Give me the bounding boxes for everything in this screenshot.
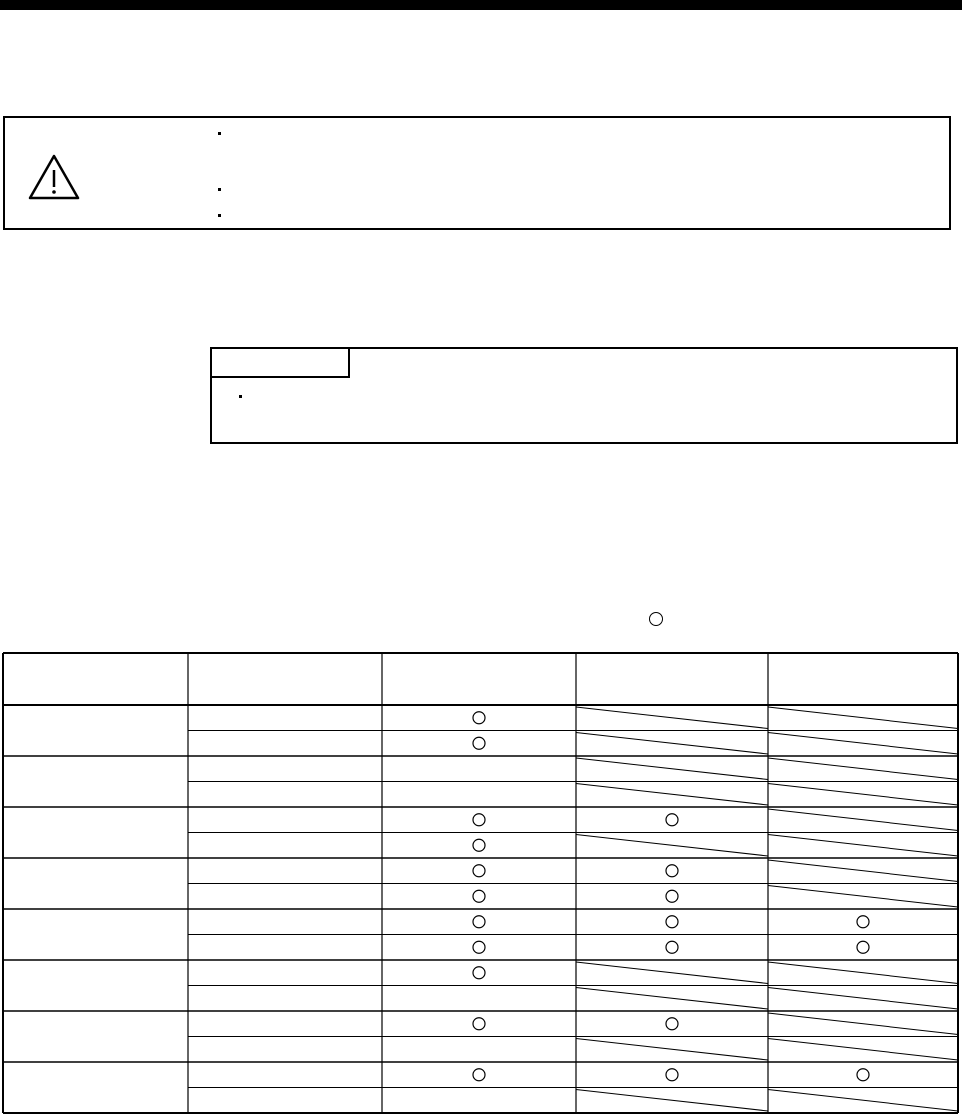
supported-circle-icon bbox=[473, 839, 485, 851]
warning-triangle-icon bbox=[27, 153, 81, 201]
supported-circle-icon bbox=[473, 814, 485, 826]
not-applicable-slash bbox=[576, 707, 768, 729]
caution-bullet bbox=[218, 132, 221, 135]
not-applicable-slash bbox=[768, 707, 958, 729]
supported-circle-icon bbox=[473, 890, 485, 902]
supported-circle-icon bbox=[666, 941, 678, 953]
circle-icon bbox=[649, 612, 663, 626]
not-applicable-slash bbox=[576, 733, 768, 755]
not-applicable-slash bbox=[576, 1090, 768, 1112]
supported-circle-icon bbox=[666, 890, 678, 902]
not-applicable-slash bbox=[576, 758, 768, 780]
supported-circle-icon bbox=[473, 865, 485, 877]
not-applicable-slash bbox=[576, 988, 768, 1010]
supported-circle-icon bbox=[473, 967, 485, 979]
supported-circle-icon bbox=[666, 865, 678, 877]
not-applicable-slash bbox=[768, 809, 958, 831]
not-applicable-slash bbox=[768, 1039, 958, 1061]
not-applicable-slash bbox=[576, 1039, 768, 1061]
point-bullet bbox=[239, 395, 242, 398]
caution-bullet bbox=[218, 214, 221, 217]
supported-circle-icon bbox=[666, 1069, 678, 1081]
not-applicable-slash bbox=[576, 962, 768, 984]
not-applicable-slash bbox=[768, 733, 958, 755]
top-rule bbox=[0, 0, 962, 10]
not-applicable-slash bbox=[768, 1013, 958, 1035]
not-applicable-slash bbox=[576, 835, 768, 857]
not-applicable-slash bbox=[768, 758, 958, 780]
supported-circle-icon bbox=[473, 916, 485, 928]
not-applicable-slash bbox=[768, 886, 958, 908]
supported-circle-icon bbox=[473, 737, 485, 749]
not-applicable-slash bbox=[768, 784, 958, 806]
point-box bbox=[210, 347, 958, 444]
supported-circle-icon bbox=[666, 1018, 678, 1030]
supported-circle-icon bbox=[473, 1069, 485, 1081]
not-applicable-slash bbox=[576, 784, 768, 806]
supported-circle-icon bbox=[473, 1018, 485, 1030]
supported-circle-icon bbox=[473, 941, 485, 953]
supported-circle-icon bbox=[857, 1069, 869, 1081]
not-applicable-slash bbox=[768, 860, 958, 882]
not-applicable-slash bbox=[768, 988, 958, 1010]
not-applicable-slash bbox=[768, 1090, 958, 1112]
point-heading bbox=[212, 349, 350, 378]
caution-bullet bbox=[218, 188, 221, 191]
caution-box bbox=[3, 116, 951, 230]
supported-circle-icon bbox=[857, 916, 869, 928]
supported-circle-icon bbox=[666, 916, 678, 928]
not-applicable-slash bbox=[768, 962, 958, 984]
compatibility-table bbox=[0, 650, 962, 1114]
supported-circle-icon bbox=[473, 712, 485, 724]
not-applicable-slash bbox=[768, 835, 958, 857]
supported-circle-icon bbox=[666, 814, 678, 826]
supported-circle-icon bbox=[857, 941, 869, 953]
